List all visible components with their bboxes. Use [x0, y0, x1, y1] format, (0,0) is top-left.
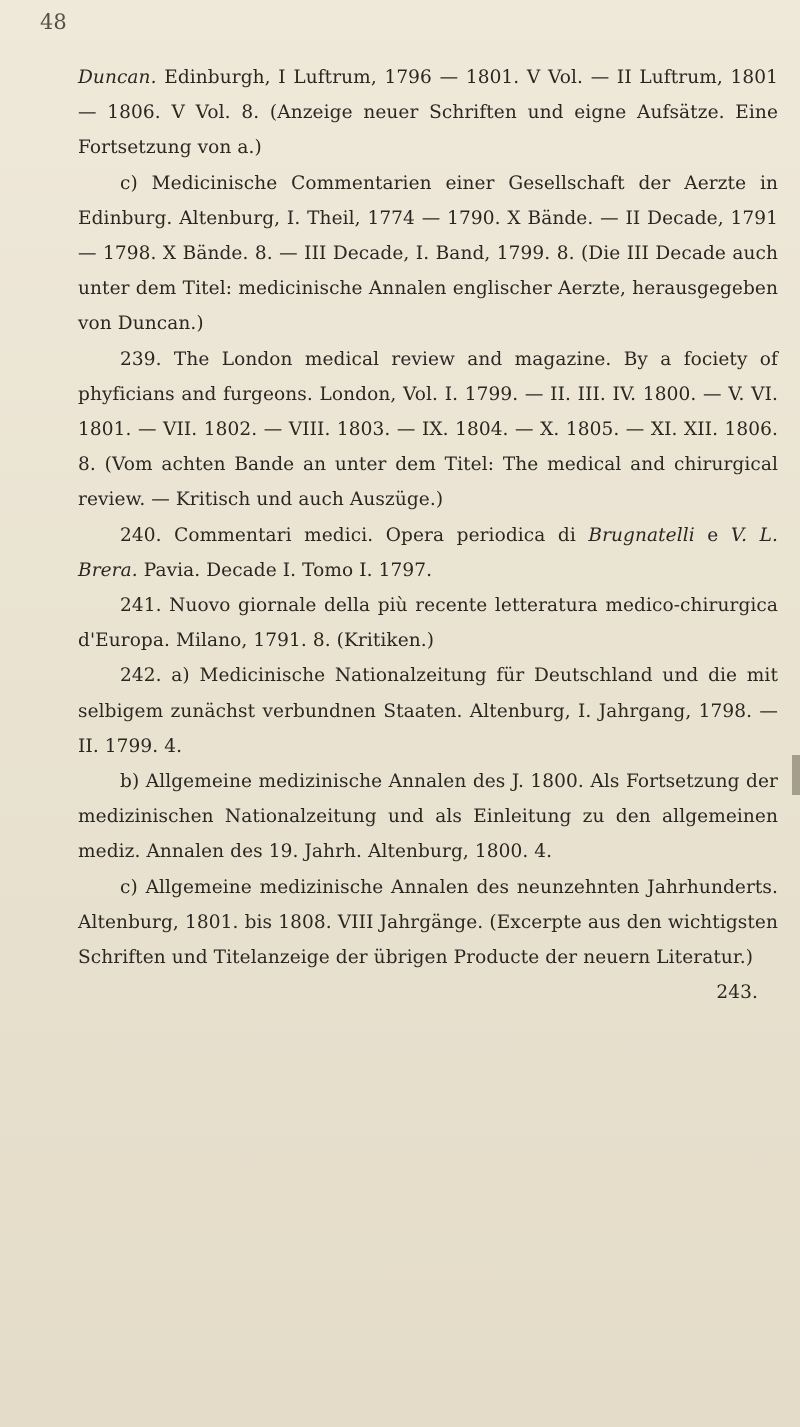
page-number: 48: [40, 10, 67, 34]
entry-241: 241. Nuovo giornale della più recente letteratura medico-chirurgica d'Europa. Milano, 1791. 8. (Kritiken.): [78, 595, 778, 652]
entry-239: 239. The London medical review and magazine. By a fociety of phyficians and furgeons. London, Vol. I. 1799. — II. III. IV. 1800. — V. VI. 1801. — VII. 1802. — VIII. 1803. — IX. 1804. — X. 1805. — XI. XII. 1806. 8. (Vom achten Bande an unter dem Titel: The medical and chirurgical review. — Kritisch und auch Auszüge.): [78, 348, 778, 511]
entry-240: [78, 518, 778, 588]
entry-242-a: 242. a) Medicinische Nationalzeitung für Deutschland und die mit selbigem zunächst verbundnen Staaten. Altenburg, I. Jahrgang, 1798. — II. 1799. 4.: [78, 665, 778, 757]
entry-240-author-2: V. L. Brera.: [78, 524, 778, 581]
entry-242-c: c) Allgemeine medizinische Annalen des neunzehnten Jahrhunderts. Altenburg, 1801. bis 1808. VIII Jahrgänge. (Excerpte aus den wichtigsten Schriften und Titelanzeige der übrigen Producte der neuern Literatur.): [78, 876, 778, 969]
entry-duncan-author: Duncan.: [78, 67, 157, 88]
catchword: 243.: [716, 982, 758, 1004]
entry-duncan-c: c) Medicinische Commentarien einer Gesellschaft der Aerzte in Edinburg. Altenburg, I. Theil, 1774 — 1790. X Bände. — II Decade, 1791 — 1798. X Bände. 8. — III Decade, I. Band, 1799. 8. (Die III Decade auch unter dem Titel: medicinische Annalen englischer Aerzte, herausgegeben von Duncan.): [78, 172, 778, 335]
entry-240-text: 240. Commentari medici. Opera periodica di: [120, 524, 589, 546]
entry-duncan: [78, 60, 778, 166]
entry-242-b: b) Allgemeine medizinische Annalen des J. 1800. Als Fortsetzung der medizinischen Nationalzeitung und als Einleitung zu den allgemeinen mediz. Annalen des 19. Jahrh. Altenburg, 1800. 4.: [78, 771, 778, 863]
entry-240-author-1: Brugnatelli: [588, 524, 695, 546]
entry-240-conj: e: [694, 524, 731, 546]
entry-240-imprint: Pavia. Decade I. Tomo I. 1797.: [137, 559, 433, 581]
page-edge-mark: [792, 755, 800, 795]
page-body: [78, 60, 778, 1010]
entry-duncan-text: Edinburgh, I Luftrum, 1796 — 1801. V Vol. — II Luftrum, 1801 — 1806. V Vol. 8. (Anzeige neuer Schriften und eigne Aufsätze. Eine Fortsetzung von a.): [78, 67, 778, 159]
